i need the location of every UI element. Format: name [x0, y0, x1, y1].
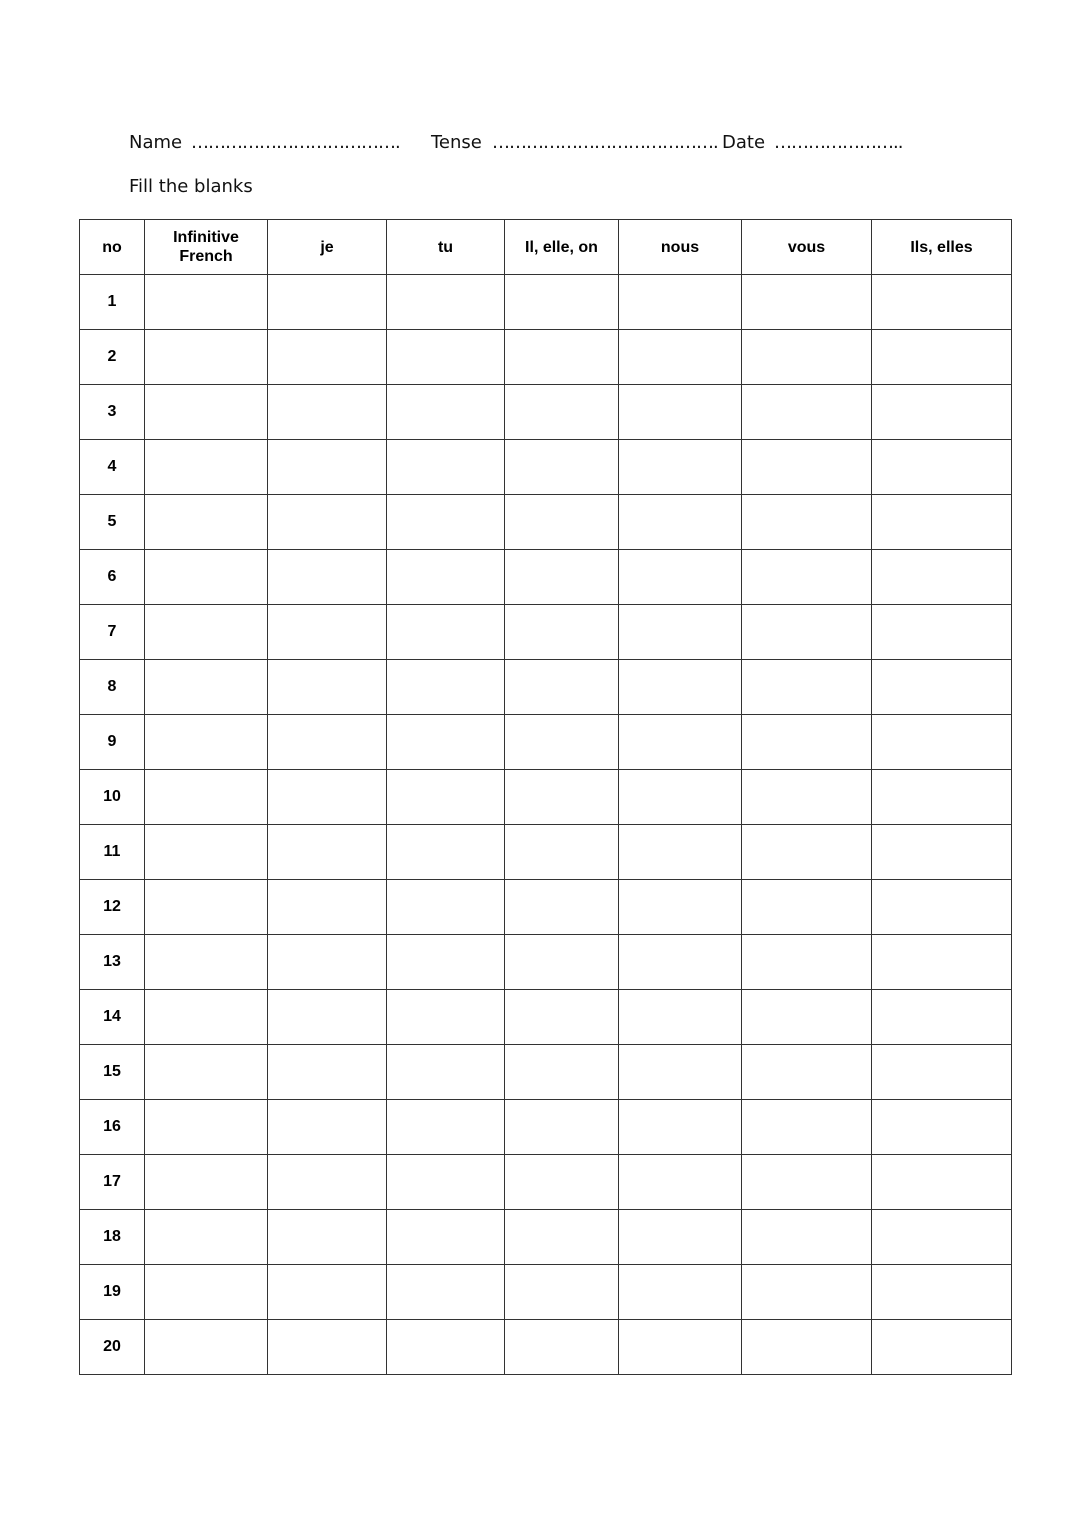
- blank-cell-il-elle-on[interactable]: [505, 495, 619, 550]
- table-row: [80, 715, 1012, 770]
- blank-cell-infinitive[interactable]: [145, 825, 268, 880]
- blank-cell-vous[interactable]: [742, 770, 872, 825]
- column-header-ils-elles: Ils, elles: [872, 220, 1012, 275]
- blank-cell-vous[interactable]: [742, 1155, 872, 1210]
- blank-cell-nous[interactable]: [619, 440, 742, 495]
- blank-cell-je[interactable]: [268, 1155, 387, 1210]
- column-header-tu: tu: [387, 220, 505, 275]
- blank-cell-je[interactable]: [268, 935, 387, 990]
- blank-cell-ils-elles[interactable]: [872, 440, 1012, 495]
- table-row: [80, 1100, 1012, 1155]
- blank-cell-nous[interactable]: [619, 1210, 742, 1265]
- table-row: [80, 1155, 1012, 1210]
- blank-cell-vous[interactable]: [742, 1210, 872, 1265]
- blank-cell-tu[interactable]: [387, 990, 505, 1045]
- blank-cell-je[interactable]: [268, 330, 387, 385]
- blank-cell-infinitive[interactable]: [145, 1320, 268, 1375]
- table-body: [80, 275, 1012, 1375]
- blank-cell-nous[interactable]: [619, 660, 742, 715]
- blank-cell-vous[interactable]: [742, 825, 872, 880]
- column-header-infinitive: [145, 220, 268, 275]
- blank-cell-il-elle-on[interactable]: [505, 605, 619, 660]
- table-row: [80, 330, 1012, 385]
- blank-cell-il-elle-on[interactable]: [505, 550, 619, 605]
- row-number: 4: [80, 440, 145, 495]
- row-number: 12: [80, 880, 145, 935]
- blank-cell-ils-elles[interactable]: [872, 990, 1012, 1045]
- blank-cell-ils-elles[interactable]: [872, 1265, 1012, 1320]
- blank-cell-ils-elles[interactable]: [872, 1210, 1012, 1265]
- blank-cell-tu[interactable]: [387, 385, 505, 440]
- blank-cell-tu[interactable]: [387, 935, 505, 990]
- blank-cell-infinitive[interactable]: [145, 990, 268, 1045]
- table-row: [80, 1265, 1012, 1320]
- blank-cell-je[interactable]: [268, 1265, 387, 1320]
- row-number: 14: [80, 990, 145, 1045]
- blank-cell-nous[interactable]: [619, 1155, 742, 1210]
- blank-cell-ils-elles[interactable]: [872, 330, 1012, 385]
- blank-cell-infinitive[interactable]: [145, 770, 268, 825]
- blank-cell-infinitive[interactable]: [145, 1265, 268, 1320]
- blank-cell-tu[interactable]: [387, 715, 505, 770]
- row-number: 13: [80, 935, 145, 990]
- table-row: [80, 550, 1012, 605]
- blank-cell-nous[interactable]: [619, 1265, 742, 1320]
- blank-cell-vous[interactable]: [742, 495, 872, 550]
- blank-cell-vous[interactable]: [742, 1320, 872, 1375]
- blank-cell-infinitive[interactable]: [145, 935, 268, 990]
- blank-cell-vous[interactable]: [742, 330, 872, 385]
- column-header-no: no: [80, 220, 145, 275]
- blank-cell-ils-elles[interactable]: [872, 715, 1012, 770]
- blank-cell-il-elle-on[interactable]: [505, 825, 619, 880]
- blank-cell-il-elle-on[interactable]: [505, 770, 619, 825]
- blank-cell-tu[interactable]: [387, 550, 505, 605]
- blank-cell-ils-elles[interactable]: [872, 1045, 1012, 1100]
- blank-cell-tu[interactable]: [387, 1210, 505, 1265]
- blank-cell-tu[interactable]: [387, 1100, 505, 1155]
- blank-cell-vous[interactable]: [742, 660, 872, 715]
- table-row: [80, 605, 1012, 660]
- blank-cell-tu[interactable]: [387, 1320, 505, 1375]
- worksheet-header: [0, 130, 1080, 158]
- blank-cell-tu[interactable]: [387, 1265, 505, 1320]
- table-header-row: [80, 220, 1012, 275]
- table-row: [80, 1320, 1012, 1375]
- blank-cell-je[interactable]: [268, 385, 387, 440]
- blank-cell-nous[interactable]: [619, 385, 742, 440]
- row-number: 15: [80, 1045, 145, 1100]
- blank-cell-il-elle-on[interactable]: [505, 1320, 619, 1375]
- blank-cell-infinitive[interactable]: [145, 385, 268, 440]
- blank-cell-vous[interactable]: [742, 440, 872, 495]
- blank-cell-je[interactable]: [268, 770, 387, 825]
- blank-cell-vous[interactable]: [742, 1100, 872, 1155]
- blank-cell-infinitive[interactable]: [145, 660, 268, 715]
- blank-cell-nous[interactable]: [619, 880, 742, 935]
- blank-cell-il-elle-on[interactable]: [505, 935, 619, 990]
- blank-cell-tu[interactable]: [387, 880, 505, 935]
- blank-cell-ils-elles[interactable]: [872, 1320, 1012, 1375]
- blank-cell-infinitive[interactable]: [145, 1045, 268, 1100]
- row-number: 18: [80, 1210, 145, 1265]
- blank-cell-infinitive[interactable]: [145, 1210, 268, 1265]
- blank-cell-je[interactable]: [268, 605, 387, 660]
- row-number: 8: [80, 660, 145, 715]
- row-number: 9: [80, 715, 145, 770]
- blank-cell-ils-elles[interactable]: [872, 385, 1012, 440]
- blank-cell-infinitive[interactable]: [145, 550, 268, 605]
- blank-cell-infinitive[interactable]: [145, 1155, 268, 1210]
- table-row: [80, 440, 1012, 495]
- blank-cell-vous[interactable]: [742, 385, 872, 440]
- blank-cell-tu[interactable]: [387, 605, 505, 660]
- blank-cell-ils-elles[interactable]: [872, 275, 1012, 330]
- blank-cell-tu[interactable]: [387, 440, 505, 495]
- blank-cell-vous[interactable]: [742, 715, 872, 770]
- table-row: [80, 1210, 1012, 1265]
- table-row: [80, 825, 1012, 880]
- blank-cell-ils-elles[interactable]: [872, 1100, 1012, 1155]
- blank-cell-il-elle-on[interactable]: [505, 1045, 619, 1100]
- blank-cell-je[interactable]: [268, 550, 387, 605]
- blank-cell-infinitive[interactable]: [145, 330, 268, 385]
- row-number: 3: [80, 385, 145, 440]
- blank-cell-infinitive[interactable]: [145, 1100, 268, 1155]
- blank-cell-ils-elles[interactable]: [872, 495, 1012, 550]
- table-row: [80, 770, 1012, 825]
- blank-cell-nous[interactable]: [619, 935, 742, 990]
- blank-cell-vous[interactable]: [742, 1045, 872, 1100]
- row-number: 19: [80, 1265, 145, 1320]
- blank-cell-il-elle-on[interactable]: [505, 1155, 619, 1210]
- blank-cell-il-elle-on[interactable]: [505, 440, 619, 495]
- blank-cell-il-elle-on[interactable]: [505, 330, 619, 385]
- blank-cell-vous[interactable]: [742, 605, 872, 660]
- blank-cell-je[interactable]: [268, 715, 387, 770]
- name-blank[interactable]: ……………………………….: [191, 132, 400, 153]
- row-number: 2: [80, 330, 145, 385]
- blank-cell-il-elle-on[interactable]: [505, 1210, 619, 1265]
- row-number: 5: [80, 495, 145, 550]
- blank-cell-nous[interactable]: [619, 605, 742, 660]
- blank-cell-vous[interactable]: [742, 880, 872, 935]
- row-number: 11: [80, 825, 145, 880]
- row-number: 7: [80, 605, 145, 660]
- blank-cell-il-elle-on[interactable]: [505, 715, 619, 770]
- blank-cell-ils-elles[interactable]: [872, 660, 1012, 715]
- blank-cell-nous[interactable]: [619, 275, 742, 330]
- blank-cell-je[interactable]: [268, 880, 387, 935]
- blank-cell-il-elle-on[interactable]: [505, 385, 619, 440]
- table-row: [80, 385, 1012, 440]
- blank-cell-je[interactable]: [268, 660, 387, 715]
- blank-cell-nous[interactable]: [619, 330, 742, 385]
- blank-cell-je[interactable]: [268, 440, 387, 495]
- conjugation-table: [79, 219, 1012, 1375]
- column-header-nous: nous: [619, 220, 742, 275]
- blank-cell-vous[interactable]: [742, 990, 872, 1045]
- blank-cell-tu[interactable]: [387, 1045, 505, 1100]
- row-number: 16: [80, 1100, 145, 1155]
- blank-cell-je[interactable]: [268, 495, 387, 550]
- blank-cell-tu[interactable]: [387, 275, 505, 330]
- blank-cell-nous[interactable]: [619, 1100, 742, 1155]
- blank-cell-ils-elles[interactable]: [872, 1155, 1012, 1210]
- blank-cell-je[interactable]: [268, 825, 387, 880]
- blank-cell-ils-elles[interactable]: [872, 935, 1012, 990]
- blank-cell-vous[interactable]: [742, 1265, 872, 1320]
- blank-cell-nous[interactable]: [619, 770, 742, 825]
- blank-cell-infinitive[interactable]: [145, 880, 268, 935]
- tense-label: Tense: [431, 132, 482, 153]
- row-number: 20: [80, 1320, 145, 1375]
- blank-cell-il-elle-on[interactable]: [505, 660, 619, 715]
- date-label: Date: [722, 132, 766, 153]
- blank-cell-il-elle-on[interactable]: [505, 275, 619, 330]
- blank-cell-ils-elles[interactable]: [872, 550, 1012, 605]
- row-number: 1: [80, 275, 145, 330]
- blank-cell-vous[interactable]: [742, 275, 872, 330]
- table-row: [80, 880, 1012, 935]
- table-row: [80, 275, 1012, 330]
- tense-blank[interactable]: ………………………………….: [492, 132, 718, 153]
- blank-cell-il-elle-on[interactable]: [505, 1100, 619, 1155]
- blank-cell-je[interactable]: [268, 1210, 387, 1265]
- column-header-vous: vous: [742, 220, 872, 275]
- column-header-il-elle-on: Il, elle, on: [505, 220, 619, 275]
- table-row: [80, 990, 1012, 1045]
- blank-cell-nous[interactable]: [619, 1045, 742, 1100]
- date-blank[interactable]: …………………..: [774, 132, 903, 153]
- blank-cell-infinitive[interactable]: [145, 605, 268, 660]
- blank-cell-vous[interactable]: [742, 935, 872, 990]
- blank-cell-nous[interactable]: [619, 495, 742, 550]
- blank-cell-infinitive[interactable]: [145, 715, 268, 770]
- blank-cell-ils-elles[interactable]: [872, 605, 1012, 660]
- blank-cell-nous[interactable]: [619, 1320, 742, 1375]
- blank-cell-nous[interactable]: [619, 715, 742, 770]
- table-row: [80, 495, 1012, 550]
- blank-cell-vous[interactable]: [742, 550, 872, 605]
- blank-cell-je[interactable]: [268, 1320, 387, 1375]
- blank-cell-tu[interactable]: [387, 770, 505, 825]
- table-row: [80, 660, 1012, 715]
- row-number: 17: [80, 1155, 145, 1210]
- blank-cell-infinitive[interactable]: [145, 275, 268, 330]
- blank-cell-tu[interactable]: [387, 660, 505, 715]
- blank-cell-tu[interactable]: [387, 825, 505, 880]
- name-label: Name: [129, 132, 183, 153]
- blank-cell-il-elle-on[interactable]: [505, 1265, 619, 1320]
- blank-cell-je[interactable]: [268, 1100, 387, 1155]
- table-row: [80, 935, 1012, 990]
- row-number: 6: [80, 550, 145, 605]
- blank-cell-tu[interactable]: [387, 1155, 505, 1210]
- blank-cell-tu[interactable]: [387, 495, 505, 550]
- blank-cell-il-elle-on[interactable]: [505, 990, 619, 1045]
- blank-cell-tu[interactable]: [387, 330, 505, 385]
- blank-cell-infinitive[interactable]: [145, 440, 268, 495]
- blank-cell-ils-elles[interactable]: [872, 770, 1012, 825]
- infinitive-header-line1: Infinitive: [173, 229, 239, 246]
- infinitive-header-line2: French: [179, 248, 233, 265]
- blank-cell-je[interactable]: [268, 1045, 387, 1100]
- blank-cell-je[interactable]: [268, 275, 387, 330]
- blank-cell-nous[interactable]: [619, 550, 742, 605]
- column-header-je: je: [268, 220, 387, 275]
- blank-cell-nous[interactable]: [619, 990, 742, 1045]
- blank-cell-ils-elles[interactable]: [872, 825, 1012, 880]
- blank-cell-il-elle-on[interactable]: [505, 880, 619, 935]
- blank-cell-je[interactable]: [268, 990, 387, 1045]
- row-number: 10: [80, 770, 145, 825]
- table-row: [80, 1045, 1012, 1100]
- blank-cell-nous[interactable]: [619, 825, 742, 880]
- instruction-text: Fill the blanks: [129, 176, 253, 197]
- blank-cell-infinitive[interactable]: [145, 495, 268, 550]
- blank-cell-ils-elles[interactable]: [872, 880, 1012, 935]
